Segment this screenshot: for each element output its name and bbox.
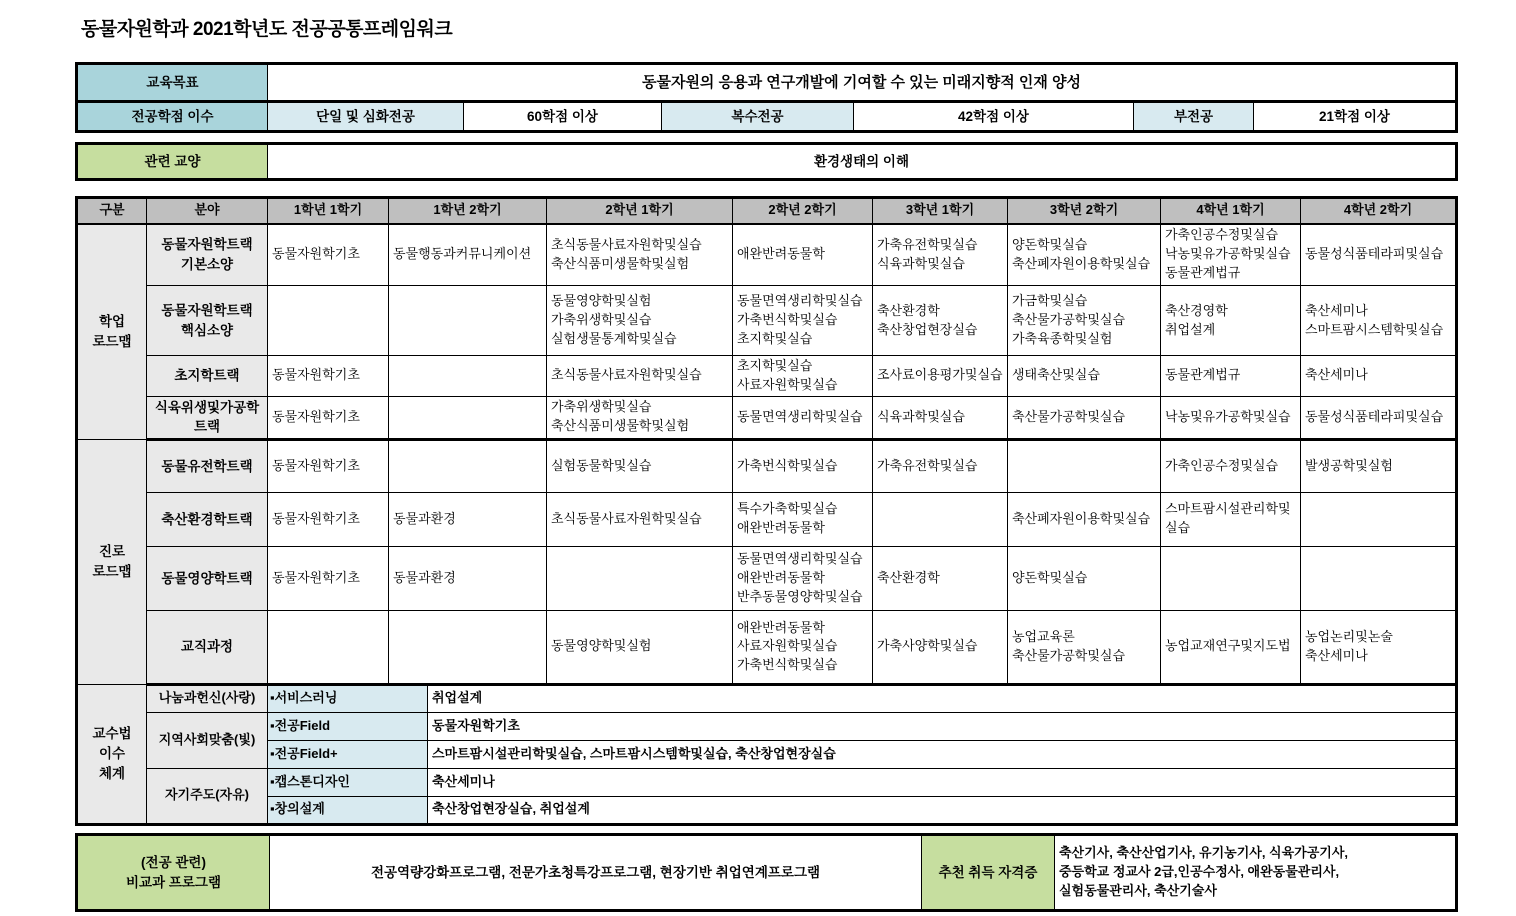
course-cell: 애완반려동물학 bbox=[733, 224, 873, 286]
track-label: 식육위생및가공학 트랙 bbox=[147, 396, 268, 439]
pedagogy-category: 자기주도(자유) bbox=[147, 768, 268, 824]
header-sem-4-1: 4학년 1학기 bbox=[1161, 198, 1301, 224]
course-cell bbox=[389, 610, 547, 684]
pedagogy-method: ▪전공Field bbox=[268, 712, 428, 740]
header-sem-2-1: 2학년 1학기 bbox=[547, 198, 733, 224]
table-row bbox=[77, 712, 1457, 740]
group-career-roadmap: 진로 로드맵 bbox=[77, 439, 147, 684]
table-row bbox=[77, 356, 1457, 397]
education-goal-label: 교육목표 bbox=[77, 64, 268, 102]
liberal-arts-label: 관련 교양 bbox=[77, 144, 268, 180]
course-cell: 가축유전학및실습 식육과학및실습 bbox=[873, 224, 1008, 286]
pedagogy-courses: 동물자원학기초 bbox=[428, 712, 1457, 740]
course-cell bbox=[268, 286, 389, 356]
course-cell: 초지학및실습 사료자원학및실습 bbox=[733, 356, 873, 397]
course-cell: 가금학및실습 축산물가공학및실습 가축육종학및실험 bbox=[1008, 286, 1161, 356]
course-cell: 식육과학및실습 bbox=[873, 396, 1008, 439]
course-cell bbox=[547, 546, 733, 610]
credits-label: 전공학점 이수 bbox=[77, 102, 268, 132]
table-row bbox=[77, 684, 1457, 712]
course-cell: 양돈학및실습 축산폐자원이용학및실습 bbox=[1008, 224, 1161, 286]
header-sem-3-1: 3학년 1학기 bbox=[873, 198, 1008, 224]
course-cell: 농업교육론 축산물가공학및실습 bbox=[1008, 610, 1161, 684]
table-row bbox=[77, 740, 1457, 768]
extra-programs-value: 전공역량강화프로그램, 전문가초청특강프로그램, 현장기반 취업연계프로그램 bbox=[270, 835, 922, 911]
course-cell: 발생공학및실험 bbox=[1301, 439, 1457, 492]
course-cell: 동물면역생리학및실습 가축번식학및실습 초지학및실습 bbox=[733, 286, 873, 356]
credit-type-minor: 부전공 bbox=[1134, 102, 1254, 132]
course-cell: 초식동물사료자원학및실습 축산식품미생물학및실험 bbox=[547, 224, 733, 286]
course-cell bbox=[389, 439, 547, 492]
course-cell: 특수가축학및실습 애완반려동물학 bbox=[733, 492, 873, 546]
header-sem-2-2: 2학년 2학기 bbox=[733, 198, 873, 224]
table-row bbox=[77, 492, 1457, 546]
course-cell: 축산세미나 스마트팜시스템학및실습 bbox=[1301, 286, 1457, 356]
course-cell: 동물성식품테라피및실습 bbox=[1301, 224, 1457, 286]
course-cell: 가축인공수정및실습 bbox=[1161, 439, 1301, 492]
course-cell: 가축인공수정및실습 낙농및유가공학및실습 동물관계법규 bbox=[1161, 224, 1301, 286]
credit-type-single: 단일 및 심화전공 bbox=[268, 102, 464, 132]
pedagogy-method: ▪전공Field+ bbox=[268, 740, 428, 768]
course-cell: 동물행동과커뮤니케이션 bbox=[389, 224, 547, 286]
table-row bbox=[77, 224, 1457, 286]
course-cell bbox=[873, 492, 1008, 546]
group-academic-roadmap: 학업 로드맵 bbox=[77, 224, 147, 440]
course-cell bbox=[1301, 492, 1457, 546]
table-row bbox=[77, 439, 1457, 492]
course-cell: 축산환경학 축산창업현장실습 bbox=[873, 286, 1008, 356]
header-gubun: 구분 bbox=[77, 198, 147, 224]
course-cell: 동물자원학기초 bbox=[268, 492, 389, 546]
course-cell: 가축위생학및실습 축산식품미생물학및실험 bbox=[547, 396, 733, 439]
course-cell: 동물자원학기초 bbox=[268, 356, 389, 397]
table-row bbox=[77, 610, 1457, 684]
page-title: 동물자원학과 2021학년도 전공공통프레임워크 bbox=[81, 19, 453, 40]
course-cell: 가축사양학및실습 bbox=[873, 610, 1008, 684]
course-cell: 동물영양학및실험 가축위생학및실습 실험생물통계학및실습 bbox=[547, 286, 733, 356]
course-cell: 실험동물학및실습 bbox=[547, 439, 733, 492]
header-sem-4-2: 4학년 2학기 bbox=[1301, 198, 1457, 224]
credit-value-double: 42학점 이상 bbox=[854, 102, 1134, 132]
course-cell: 동물자원학기초 bbox=[268, 396, 389, 439]
course-cell: 축산물가공학및실습 bbox=[1008, 396, 1161, 439]
course-cell: 가축번식학및실습 bbox=[733, 439, 873, 492]
course-cell: 동물면역생리학및실습 애완반려동물학 반추동물영양학및실습 bbox=[733, 546, 873, 610]
course-cell: 생태축산및실습 bbox=[1008, 356, 1161, 397]
header-bunya: 분야 bbox=[147, 198, 268, 224]
course-cell: 동물자원학기초 bbox=[268, 439, 389, 492]
course-cell: 조사료이용평가및실습 bbox=[873, 356, 1008, 397]
credit-value-single: 60학점 이상 bbox=[464, 102, 662, 132]
course-cell bbox=[1161, 546, 1301, 610]
course-cell: 축산경영학 취업설계 bbox=[1161, 286, 1301, 356]
course-cell: 동물자원학기초 bbox=[268, 224, 389, 286]
course-cell: 동물자원학기초 bbox=[268, 546, 389, 610]
course-cell: 농업교재연구및지도법 bbox=[1161, 610, 1301, 684]
course-cell bbox=[1008, 439, 1161, 492]
track-label: 동물자원학트랙 핵심소양 bbox=[147, 286, 268, 356]
course-cell: 애완반려동물학 사료자원학및실습 가축번식학및실습 bbox=[733, 610, 873, 684]
pedagogy-category: 지역사회맞춤(빛) bbox=[147, 712, 268, 768]
liberal-arts-value: 환경생태의 이해 bbox=[268, 144, 1457, 180]
track-label: 초지학트랙 bbox=[147, 356, 268, 397]
course-cell: 초식동물사료자원학및실습 bbox=[547, 492, 733, 546]
track-label: 축산환경학트랙 bbox=[147, 492, 268, 546]
group-teaching-method: 교수법 이수 체계 bbox=[77, 684, 147, 824]
track-label: 교직과정 bbox=[147, 610, 268, 684]
course-cell: 축산폐자원이용학및실습 bbox=[1008, 492, 1161, 546]
table-row bbox=[77, 768, 1457, 796]
certificates-value: 축산기사, 축산산업기사, 유기농기사, 식육가공기사, 중등학교 정교사 2급,인공수정사, 애완동물관리사, 실험동물관리사, 축산기술사 bbox=[1055, 835, 1457, 911]
course-cell: 양돈학및실습 bbox=[1008, 546, 1161, 610]
course-cell: 동물관계법규 bbox=[1161, 356, 1301, 397]
pedagogy-courses: 축산세미나 bbox=[428, 768, 1457, 796]
table-row bbox=[77, 396, 1457, 439]
course-cell: 농업논리및논술 축산세미나 bbox=[1301, 610, 1457, 684]
course-cell: 동물영양학및실험 bbox=[547, 610, 733, 684]
extra-programs-label: (전공 관련) 비교과 프로그램 bbox=[77, 835, 270, 911]
table-row bbox=[77, 286, 1457, 356]
credit-value-minor: 21학점 이상 bbox=[1254, 102, 1457, 132]
goal-credits-table bbox=[75, 62, 1458, 133]
extra-programs-table bbox=[75, 833, 1458, 912]
course-cell: 낙농및유가공학및실습 bbox=[1161, 396, 1301, 439]
course-cell bbox=[389, 356, 547, 397]
table-row bbox=[77, 546, 1457, 610]
pedagogy-courses: 축산창업현장실습, 취업설계 bbox=[428, 796, 1457, 824]
course-cell: 동물과환경 bbox=[389, 546, 547, 610]
header-sem-3-2: 3학년 2학기 bbox=[1008, 198, 1161, 224]
education-goal-value: 동물자원의 응용과 연구개발에 기여할 수 있는 미래지향적 인재 양성 bbox=[268, 64, 1457, 102]
course-cell: 동물면역생리학및실습 bbox=[733, 396, 873, 439]
table-row bbox=[77, 796, 1457, 824]
pedagogy-category: 나눔과헌신(사랑) bbox=[147, 684, 268, 712]
curriculum-table bbox=[75, 196, 1458, 826]
course-cell bbox=[389, 396, 547, 439]
track-label: 동물유전학트랙 bbox=[147, 439, 268, 492]
course-cell: 축산세미나 bbox=[1301, 356, 1457, 397]
header-sem-1-2: 1학년 2학기 bbox=[389, 198, 547, 224]
certificates-label: 추천 취득 자격증 bbox=[922, 835, 1055, 911]
pedagogy-method: ▪캡스톤디자인 bbox=[268, 768, 428, 796]
course-cell: 가축유전학및실습 bbox=[873, 439, 1008, 492]
course-cell: 축산환경학 bbox=[873, 546, 1008, 610]
course-cell: 동물과환경 bbox=[389, 492, 547, 546]
pedagogy-courses: 스마트팜시설관리학및실습, 스마트팜시스템학및실습, 축산창업현장실습 bbox=[428, 740, 1457, 768]
liberal-arts-table bbox=[75, 142, 1458, 181]
pedagogy-method: ▪서비스러닝 bbox=[268, 684, 428, 712]
course-cell: 동물성식품테라피및실습 bbox=[1301, 396, 1457, 439]
course-cell bbox=[1301, 546, 1457, 610]
course-cell: 스마트팜시설관리학및실습 bbox=[1161, 492, 1301, 546]
document-page bbox=[75, 0, 1455, 916]
pedagogy-method: ▪창의설계 bbox=[268, 796, 428, 824]
track-label: 동물영양학트랙 bbox=[147, 546, 268, 610]
course-cell bbox=[389, 286, 547, 356]
header-sem-1-1: 1학년 1학기 bbox=[268, 198, 389, 224]
course-cell: 초식동물사료자원학및실습 bbox=[547, 356, 733, 397]
track-label: 동물자원학트랙 기본소양 bbox=[147, 224, 268, 286]
course-cell bbox=[268, 610, 389, 684]
pedagogy-courses: 취업설계 bbox=[428, 684, 1457, 712]
credit-type-double: 복수전공 bbox=[662, 102, 854, 132]
